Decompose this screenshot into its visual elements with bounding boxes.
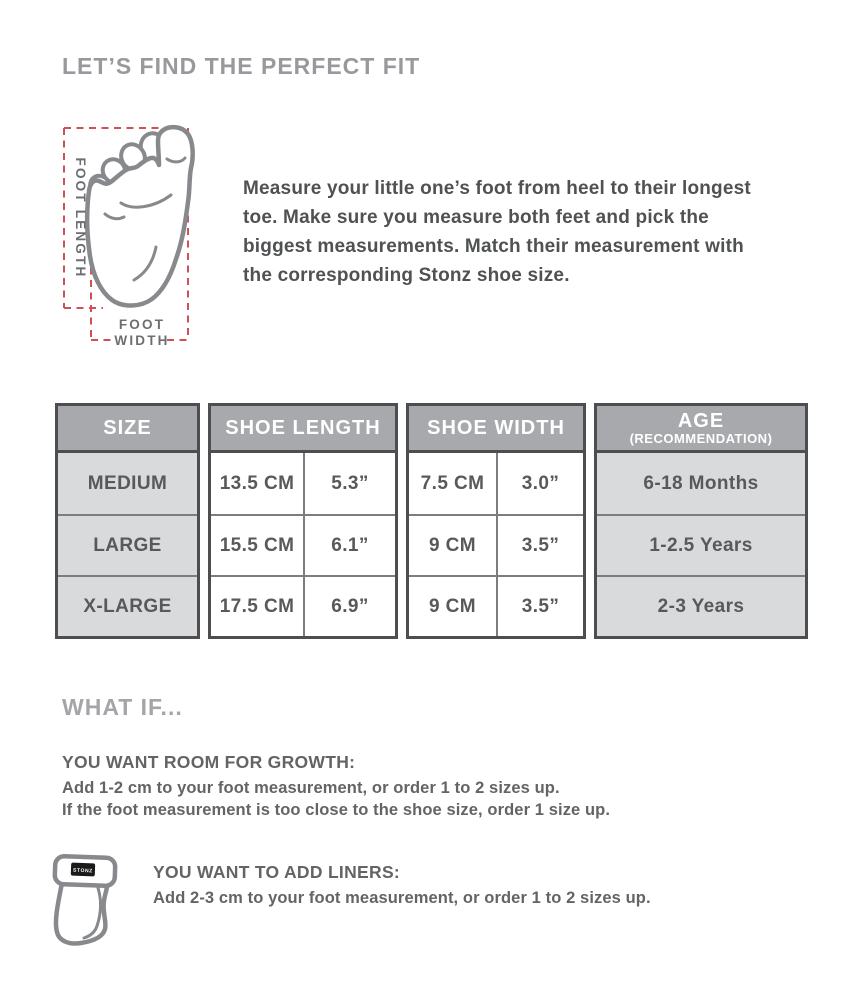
- table-group-size: [55, 403, 200, 639]
- room-for-growth-tip: [62, 752, 610, 821]
- age-column-cells: [597, 453, 805, 636]
- table-cell: 6-18 Months: [597, 453, 805, 514]
- table-cell: 17.5 CM: [211, 575, 303, 636]
- table-cell: X-LARGE: [58, 575, 197, 636]
- measure-instructions-line: the corresponding Stonz shoe size.: [243, 265, 570, 286]
- column-header-age-label: AGE: [677, 409, 725, 432]
- growth-tip-title: YOU WANT ROOM FOR GROWTH:: [62, 752, 356, 772]
- table-cell: MEDIUM: [58, 453, 197, 514]
- measure-instructions: [243, 174, 803, 290]
- table-cell: 9 CM: [409, 514, 496, 575]
- table-cell: 3.5”: [496, 514, 583, 575]
- column-header-shoe-width: [409, 406, 583, 453]
- table-cell: 2-3 Years: [597, 575, 805, 636]
- column-header-shoe-length: [211, 406, 395, 453]
- table-cell: 13.5 CM: [211, 453, 303, 514]
- measure-instructions-line: toe. Make sure you measure both feet and pick the: [243, 207, 709, 228]
- table-cell: 1-2.5 Years: [597, 514, 805, 575]
- foot-width-label-line1: FOOT: [118, 317, 166, 332]
- measure-instructions-line: Measure your little one’s foot from heel to their longest: [243, 178, 751, 199]
- foot-length-label: FOOT LENGTH: [73, 157, 88, 279]
- table-group-shoe-width: [406, 403, 586, 639]
- add-liners-tip: [153, 862, 651, 909]
- table-cell: LARGE: [58, 514, 197, 575]
- column-header-age: [597, 406, 805, 453]
- column-header-shoe-length-label: SHOE LENGTH: [225, 416, 381, 439]
- table-cell: 15.5 CM: [211, 514, 303, 575]
- foot-width-label-line2: WIDTH: [114, 333, 170, 348]
- shoe-width-cells: [409, 453, 583, 636]
- shoe-length-cells: [211, 453, 395, 636]
- bootie-icon: [50, 851, 128, 947]
- growth-tip-line: Add 1-2 cm to your foot measurement, or order 1 to 2 sizes up.: [62, 779, 560, 797]
- column-header-size: [58, 406, 197, 453]
- bootie-tag-label: STONZ: [72, 867, 93, 875]
- size-table: [55, 403, 808, 639]
- table-group-age: [594, 403, 808, 639]
- table-cell: 3.0”: [496, 453, 583, 514]
- page-title: LET’S FIND THE PERFECT FIT: [62, 53, 421, 79]
- size-column-cells: [58, 453, 197, 636]
- table-cell: 3.5”: [496, 575, 583, 636]
- foot-measurement-diagram: [55, 118, 235, 358]
- table-cell: 7.5 CM: [409, 453, 496, 514]
- baby-foot-illustration: [86, 127, 192, 305]
- column-header-shoe-width-label: SHOE WIDTH: [427, 416, 565, 439]
- column-header-age-sublabel: (RECOMMENDATION): [629, 430, 773, 446]
- table-cell: 6.9”: [303, 575, 395, 636]
- liners-tip-title: YOU WANT TO ADD LINERS:: [153, 862, 401, 882]
- measure-instructions-line: biggest measurements. Match their measurement with: [243, 236, 744, 257]
- table-group-shoe-length: [208, 403, 398, 639]
- liners-tip-line: Add 2-3 cm to your foot measurement, or order 1 to 2 sizes up.: [153, 889, 651, 907]
- table-cell: 9 CM: [409, 575, 496, 636]
- what-if-heading: WHAT IF...: [62, 694, 183, 720]
- table-cell: 6.1”: [303, 514, 395, 575]
- table-cell: 5.3”: [303, 453, 395, 514]
- growth-tip-line: If the foot measurement is too close to the shoe size, order 1 size up.: [62, 801, 611, 819]
- column-header-size-label: SIZE: [103, 416, 152, 439]
